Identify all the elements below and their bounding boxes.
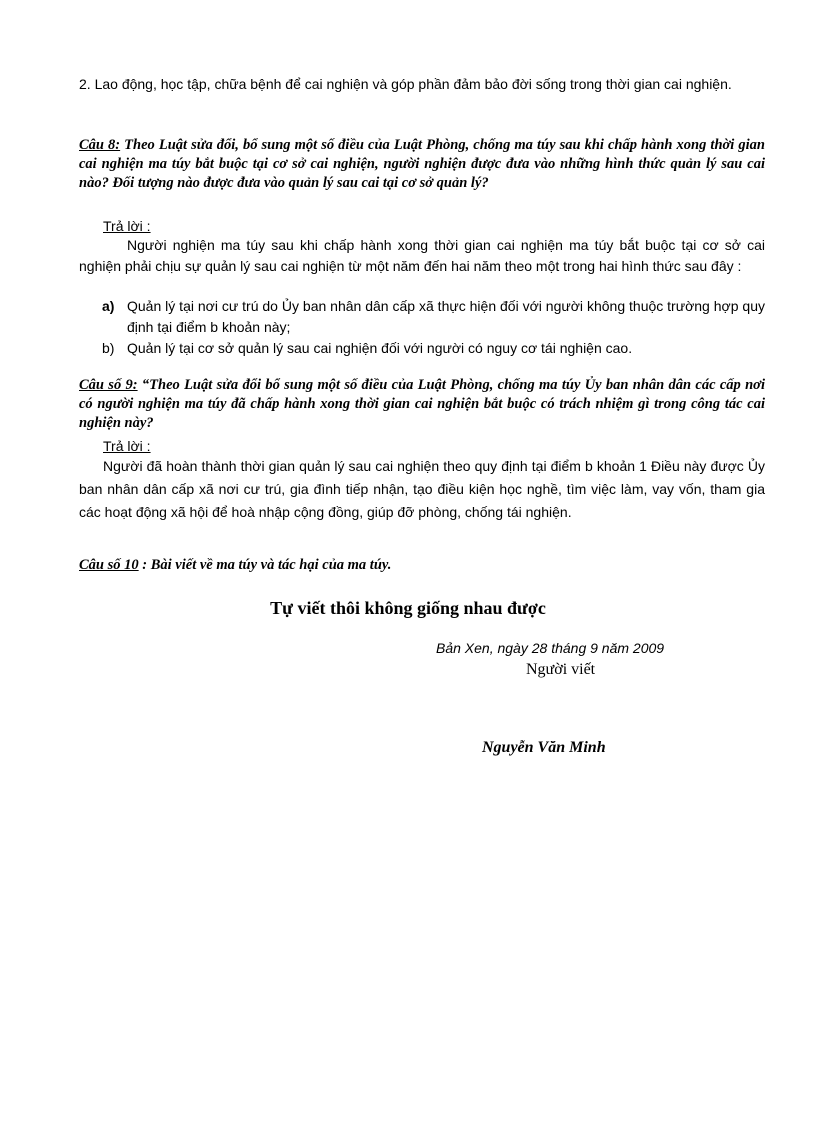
question-8-item-a <box>102 296 765 338</box>
closing-title: Tự viết thôi không giống nhau được <box>270 598 546 618</box>
writer-label: Người viết <box>526 661 596 678</box>
list-item-text: Quản lý tại cơ sở quản lý sau cai nghiện đối với người có nguy cơ tái nghiện cao. <box>127 340 633 356</box>
question-9-answer-label: Trả lời : <box>103 438 151 454</box>
question-10 <box>79 556 765 575</box>
list-marker: b) <box>102 340 115 356</box>
question-10-text: : Bài viết về ma túy và tác hại của ma túy. <box>138 557 392 573</box>
question-8 <box>79 136 765 193</box>
question-8-item-b <box>102 338 765 359</box>
question-9 <box>79 376 765 433</box>
question-8-label: Câu 8: <box>79 137 121 153</box>
date-line: Bản Xen, ngày 28 tháng 9 năm 2009 <box>436 640 665 656</box>
writer-name: Nguyễn Văn Minh <box>482 739 606 756</box>
question-8-answer: Người nghiện ma túy sau khi chấp hành xong thời gian cai nghiện ma túy bắt buộc tại cơ sở cai nghiện phải chịu sự quản lý sau cai nghiện từ một năm đến hai năm theo một trong hai hình thức sau đây : <box>79 237 765 274</box>
question-9-label: Câu số 9: <box>79 377 138 393</box>
list-item-text: Quản lý tại nơi cư trú do Ủy ban nhân dân cấp xã thực hiện đối với người không thuộc trường hợp quy định tại điểm b khoản này; <box>127 298 765 335</box>
question-9-text: “Theo Luật sửa đổi bổ sung một số điều của Luật Phòng, chống ma túy Ủy ban nhân dân các cấp nơi có người nghiện ma túy đã chấp hành xong thời gian cai nghiện bắt buộc có trách nhiệm gì trong công tác cai nghiện này? <box>79 377 765 431</box>
intro-item-2: 2. Lao động, học tập, chữa bệnh để cai nghiện và góp phần đảm bảo đời sống trong thời gian cai nghiện. <box>79 76 732 92</box>
question-9-answer: Người đã hoàn thành thời gian quản lý sau cai nghiện theo quy định tại điểm b khoản 1 Điều này được Ủy ban nhân dân cấp xã nơi cư trú, gia đình tiếp nhận, tạo điều kiện học nghề, tìm việc làm, vay vốn, tham gia các hoạt động xã hội để hoà nhập cộng đồng, giúp đỡ phòng, chống tái nghiện. <box>79 458 765 520</box>
question-8-text: Theo Luật sửa đổi, bổ sung một số điều của Luật Phòng, chống ma túy sau khi chấp hành xong thời gian cai nghiện ma túy bắt buộc tại cơ sở cai nghiện, người nghiện được đưa vào những hình thức quản lý sau cai nào? Đối tượng nào được đưa vào quản lý sau cai tại cơ sở quản lý? <box>79 137 765 191</box>
list-marker: a) <box>102 298 115 314</box>
question-8-answer-label: Trả lời : <box>103 218 151 234</box>
question-10-label: Câu số 10 <box>79 557 139 573</box>
